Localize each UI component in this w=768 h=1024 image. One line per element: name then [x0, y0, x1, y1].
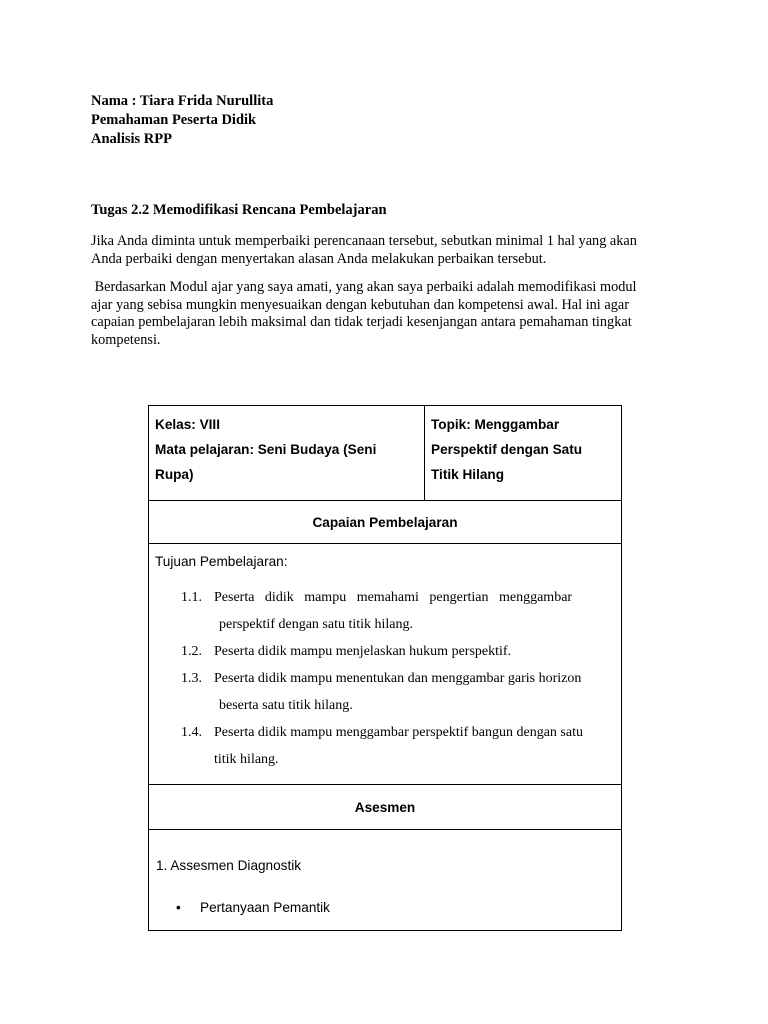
goal-item — [181, 643, 511, 660]
answer-line: ajar yang sebisa mungkin menyesuaikan dengan kebutuhan dan kompetensi awal. Hal ini agar — [91, 296, 629, 313]
table-row — [149, 830, 622, 931]
bullet-icon: • — [176, 900, 181, 915]
topik-cell — [425, 406, 622, 501]
topik-label: Topik: Menggambar — [431, 417, 560, 432]
table-row — [149, 406, 622, 501]
task-title: Tugas 2.2 Memodifikasi Rencana Pembelajaran — [91, 202, 387, 218]
asesmen-item: 1. Assesmen Diagnostik — [156, 858, 302, 873]
topik-label-cont: Titik Hilang — [431, 467, 505, 482]
kelas-label: Kelas: VIII — [155, 417, 220, 432]
subject-name: Analisis RPP — [91, 131, 172, 147]
bullet-text: Pertanyaan Pemantik — [200, 900, 330, 915]
asesmen-cell — [149, 830, 622, 931]
goal-number: 1.3. — [181, 671, 202, 686]
tujuan-cell — [149, 544, 622, 785]
course-name: Pemahaman Peserta Didik — [91, 112, 257, 128]
goal-text-cont: beserta satu titik hilang. — [219, 698, 353, 713]
kelas-cell — [149, 406, 425, 501]
goal-number: 1.2. — [181, 644, 202, 659]
tujuan-label: Tujuan Pembelajaran: — [155, 554, 288, 569]
student-name: Nama : Tiara Frida Nurullita — [91, 93, 274, 109]
bullet-item — [176, 900, 330, 915]
goal-text-cont: perspektif dengan satu titik hilang. — [219, 617, 414, 632]
capaian-heading: Capaian Pembelajaran — [149, 501, 622, 544]
table-row — [149, 785, 622, 830]
goal-item — [181, 724, 583, 768]
mapel-label-cont: Rupa) — [155, 467, 194, 482]
topik-label-cont: Perspektif dengan Satu — [431, 442, 583, 457]
goal-number: 1.4. — [181, 725, 202, 740]
asesmen-heading: Asesmen — [149, 785, 622, 830]
document-header — [91, 92, 273, 149]
goal-text: Peserta didik mampu menggambar perspektif bangun dengan satu — [214, 725, 583, 740]
mapel-label: Mata pelajaran: Seni Budaya (Seni — [155, 442, 377, 457]
question-line: Jika Anda diminta untuk memperbaiki perencanaan tersebut, sebutkan minimal 1 hal yang akan — [91, 233, 637, 249]
question-line: Anda perbaiki dengan menyertakan alasan Anda melakukan perbaikan tersebut. — [91, 250, 547, 267]
goal-text-cont: titik hilang. — [214, 752, 279, 767]
table-row — [149, 501, 622, 544]
goal-text: Peserta didik mampu memahami pengertian menggambar — [214, 590, 573, 605]
answer-line: kompetensi. — [91, 331, 161, 348]
table-row — [149, 544, 622, 785]
task-question — [91, 233, 681, 268]
answer-line: capaian pembelajaran lebih maksimal dan tidak terjadi kesenjangan antara pemahaman tingkat — [91, 314, 632, 330]
goal-item — [181, 589, 572, 633]
answer-line: Berdasarkan Modul ajar yang saya amati, yang akan saya perbaiki adalah memodifikasi modul — [91, 279, 637, 295]
goal-number: 1.1. — [181, 590, 202, 605]
goal-text: Peserta didik mampu menentukan dan menggambar garis horizon — [214, 671, 582, 686]
goal-item — [181, 670, 581, 714]
task-answer — [91, 279, 681, 349]
goal-text: Peserta didik mampu menjelaskan hukum perspektif. — [214, 644, 512, 659]
rpp-table — [148, 405, 622, 931]
